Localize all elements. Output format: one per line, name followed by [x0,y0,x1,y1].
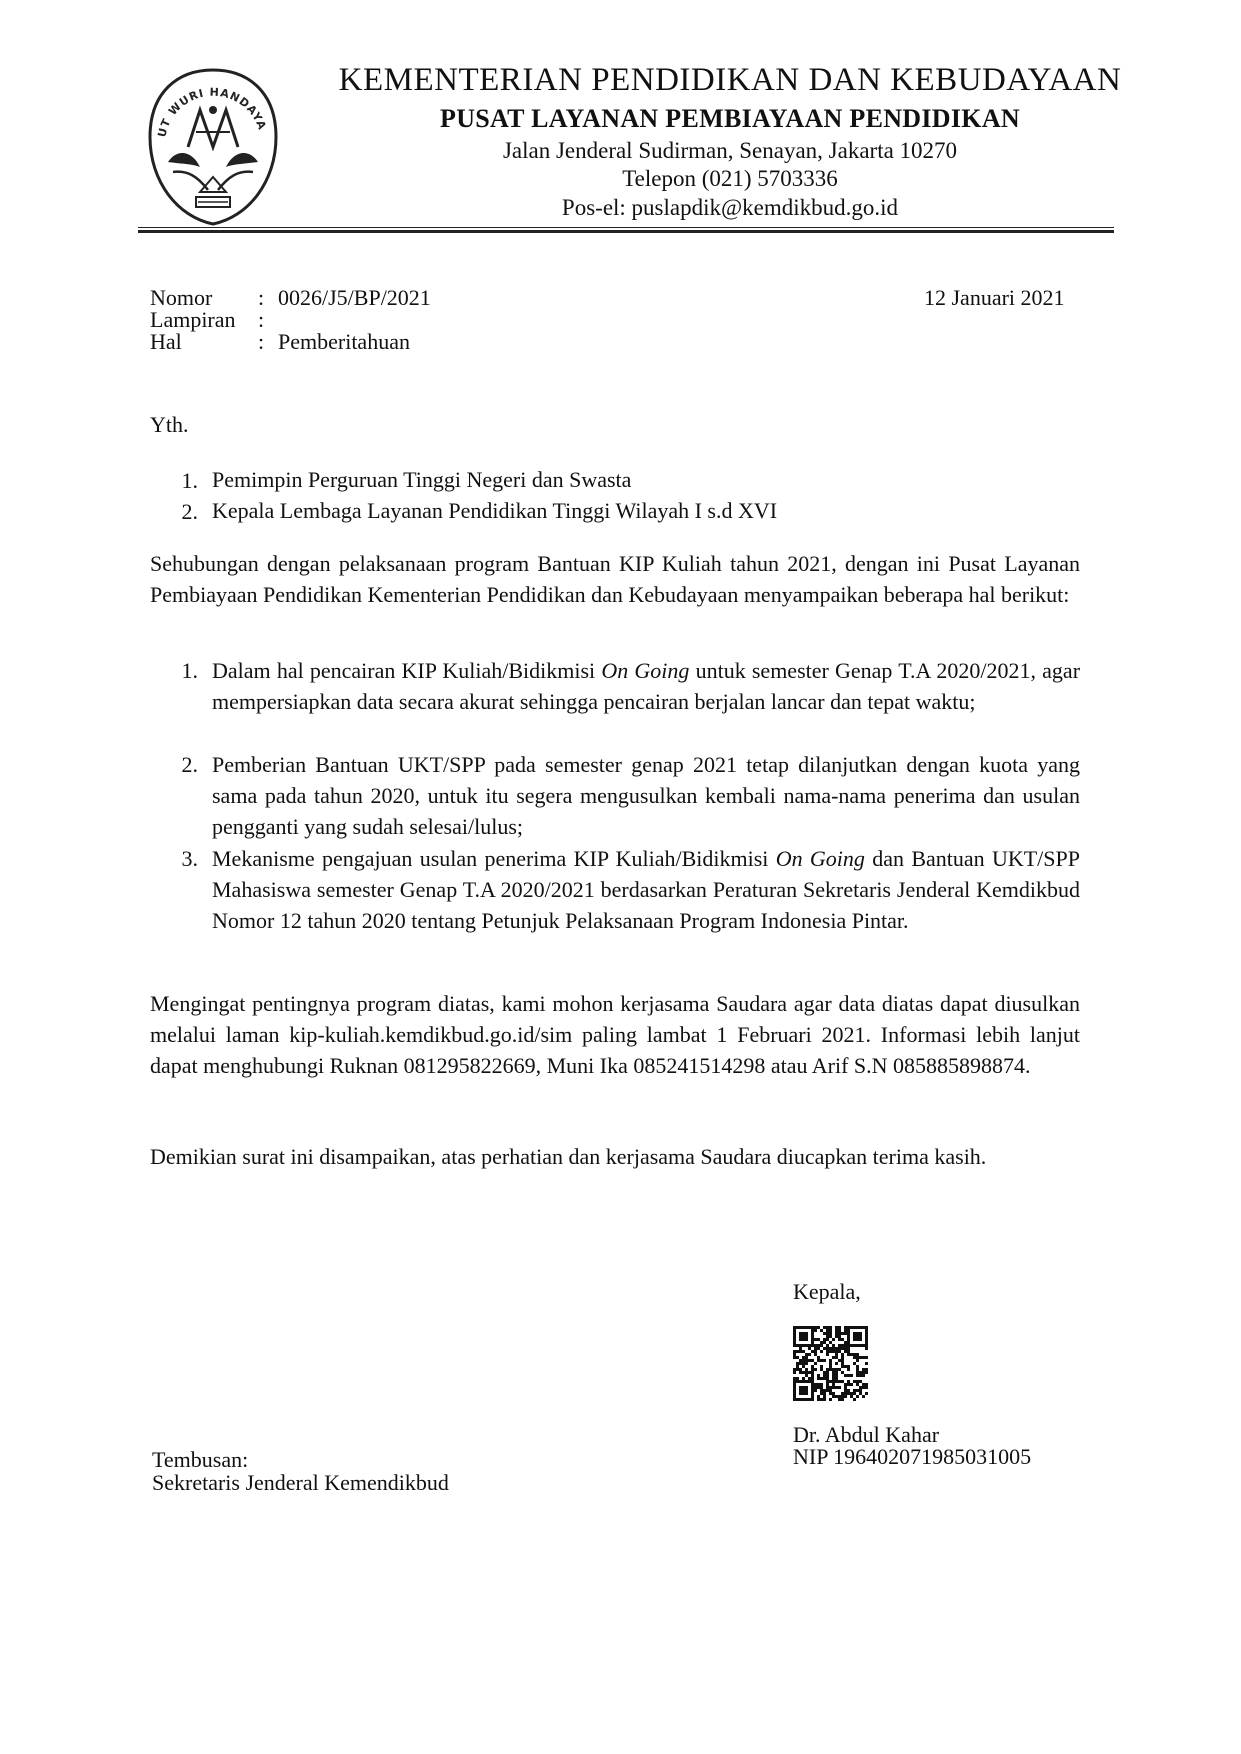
ministry-name: KEMENTERIAN PENDIDIKAN DAN KEBUDAYAAN [338,62,1122,98]
letterhead-divider-thick [138,230,1114,233]
point-text: Mekanisme pengajuan usulan penerima KIP Kuliah/Bidikmisi On Going dan Bantuan UKT/SPP Mahasiswa semester Genap T.A 2020/2021 berdasarkan Peraturan Sekretaris Jenderal Kemdikbud Nomor 12 tahun 2020 tentang Petunjuk Pelaksanaan Program Indonesia Pintar. [212,846,1081,933]
lampiran-label: Lampiran [150,307,236,332]
point-number: 3. [181,846,198,871]
emphasis-on-going: On Going [601,658,690,683]
signatory-title: Kepala, [793,1279,861,1304]
logo-motto: UT WURI HANDAYA [155,85,269,139]
emphasis-on-going: On Going [775,846,865,871]
tut-wuri-handayani-emblem-icon [138,52,288,232]
lampiran-colon: : [258,307,265,332]
qr-code-icon [793,1326,868,1401]
nomor-label: Nomor [150,285,213,310]
closing-paragraph: Mengingat pentingnya program diatas, kami mohon kerjasama Saudara agar data diatas dapat diusulkan melalui laman kip-kuliah.kemdikbud.go.id/sim paling lambat 1 Februari 2021. Informasi lebih lanjut dapat menghubungi Ruknan 081295822669, Muni Ika 085241514298 atau Arif S.N 085885898874. [150,991,1080,1078]
point-text: Pemberian Bantuan UKT/SPP pada semester genap 2021 tetap dilanjutkan dengan kuota yang sama pada tahun 2020, untuk itu segera mengusulkan kembali nama-nama penerima dan usulan pengganti yang sudah selesai/lulus; [212,752,1080,839]
letterhead-divider-thin [138,227,1114,228]
recipient-number: 2. [181,499,198,524]
office-phone: Telepon (021) 5703336 [622,166,838,191]
greeting: Yth. [150,412,189,437]
hal-label: Hal [150,329,182,354]
office-address: Jalan Jenderal Sudirman, Senayan, Jakarta 10270 [502,138,958,163]
ministry-logo [138,52,288,232]
signatory-nip: NIP 196402071985031005 [793,1444,1032,1469]
intro-paragraph: Sehubungan dengan pelaksanaan program Bantuan KIP Kuliah tahun 2021, dengan ini Pusat Layanan Pembiayaan Pendidikan Kementerian Pendidikan dan Kebudayaan menyampaikan beberapa hal berikut: [150,551,1080,607]
recipient-item: Kepala Lembaga Layanan Pendidikan Tinggi Wilayah I s.d XVI [212,498,778,523]
office-name: PUSAT LAYANAN PEMBIAYAAN PENDIDIKAN [440,104,1020,133]
recipient-item: Pemimpin Perguruan Tinggi Negeri dan Swasta [212,467,632,492]
hal-value: Pemberitahuan [278,329,410,354]
nomor-colon: : [258,285,265,310]
closing-thanks: Demikian surat ini disampaikan, atas perhatian dan kerjasama Saudara diucapkan terima kasih. [150,1144,987,1169]
point-text: Dalam hal pencairan KIP Kuliah/Bidikmisi On Going untuk semester Genap T.A 2020/2021, agar mempersiapkan data secara akurat sehingga pencairan berjalan lancar dan tepat waktu; [212,658,1081,714]
cc-label: Tembusan: [152,1447,249,1472]
point-number: 1. [181,658,198,683]
recipient-number: 1. [181,468,198,493]
point-number: 2. [181,752,198,777]
office-email: Pos-el: puslapdik@kemdikbud.go.id [561,195,899,220]
nomor-value: 0026/J5/BP/2021 [278,285,431,310]
cc-recipient: Sekretaris Jenderal Kemendikbud [152,1470,449,1495]
signatory-name: Dr. Abdul Kahar [793,1422,940,1447]
hal-colon: : [258,329,265,354]
letter-date: 12 Januari 2021 [924,285,1065,310]
